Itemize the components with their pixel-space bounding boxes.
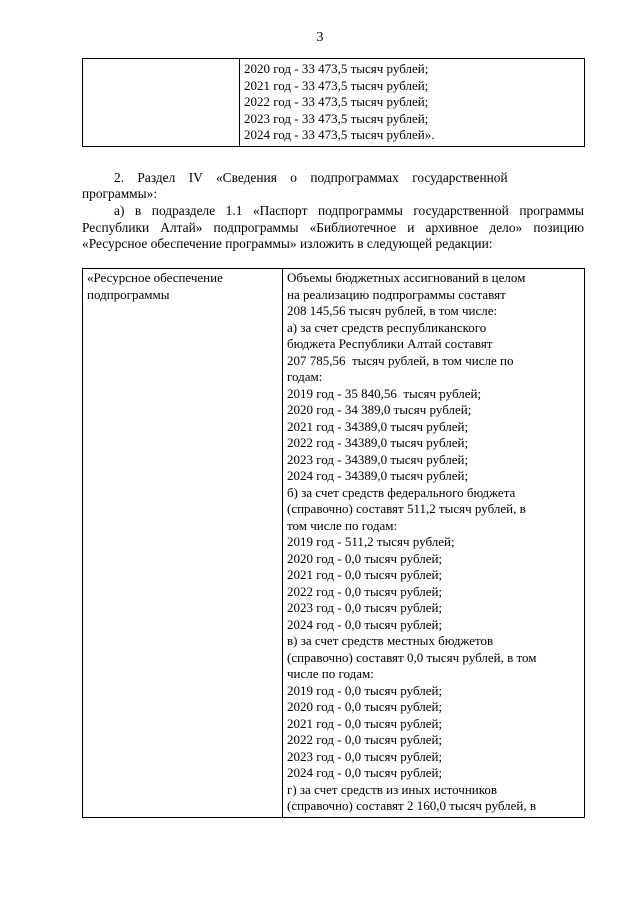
resource-content-line: 2023 год - 0,0 тысяч рублей; [287, 748, 443, 764]
resource-content-line: 2020 год - 0,0 тысяч рублей; [287, 699, 443, 714]
resource-content-line: 2022 год - 0,0 тысяч рублей; [287, 732, 443, 747]
section-2-heading: 2. Раздел IV «Сведения о подпрограммах государственной [114, 170, 508, 185]
resource-label-cell [83, 269, 283, 818]
resource-content-line: (справочно) составят 2 160,0 тысяч рублей, в [287, 798, 536, 813]
resource-content-line: числе по годам: [287, 666, 374, 681]
resource-content-line: 2019 год - 35 840,56 тысяч рублей; [287, 385, 482, 401]
resource-content-line: 2024 год - 0,0 тысяч рублей; [287, 765, 443, 780]
resource-content-line: том числе по годам: [287, 517, 398, 533]
table-cell-left [83, 59, 240, 147]
resource-content-cell [283, 269, 585, 818]
resource-content-line: 2020 год - 0,0 тысяч рублей; [287, 550, 443, 566]
resource-provision-table [82, 268, 585, 818]
resource-content-line: 2020 год - 34 389,0 тысяч рублей; [287, 402, 472, 417]
resource-content-line: 207 785,56 тысяч рублей, в том числе по [287, 352, 514, 368]
resource-content-line: 2021 год - 0,0 тысяч рублей; [287, 567, 443, 582]
resource-content-line: 2022 год - 34389,0 тысяч рублей; [287, 435, 469, 450]
resource-content-line: 2021 год - 34389,0 тысяч рублей; [287, 418, 469, 434]
resource-content-line: г) за счет средств из иных источников [287, 781, 498, 797]
resource-content-line: а) за счет средств республиканского [287, 319, 487, 335]
resource-content-line: бюджета Республики Алтай составят [287, 336, 493, 351]
table-cell-right [240, 59, 585, 147]
resource-content-line: 2019 год - 511,2 тысяч рублей; [287, 534, 455, 549]
resource-label-line: подпрограммы [87, 286, 170, 302]
resource-content-line: в) за счет средств местных бюджетов [287, 633, 494, 648]
funding-line: 2022 год - 33 473,5 тысяч рублей; [244, 94, 429, 110]
resource-content-line: 2023 год - 0,0 тысяч рублей; [287, 600, 443, 615]
resource-content-line: (справочно) составят 0,0 тысяч рублей, в том [287, 649, 537, 665]
section-2-heading-cont: программы»: [82, 186, 158, 201]
funding-line: 2024 год - 33 473,5 тысяч рублей». [244, 127, 435, 143]
funding-line: 2023 год - 33 473,5 тысяч рублей; [244, 110, 429, 126]
resource-content-line: 2019 год - 0,0 тысяч рублей; [287, 682, 443, 698]
resource-content-line: на реализацию подпрограммы составят [287, 286, 506, 302]
page-number: 3 [316, 30, 324, 45]
funding-line: 2020 год - 33 473,5 тысяч рублей; [244, 61, 429, 76]
resource-label-line: «Ресурсное обеспечение [87, 270, 223, 285]
resource-content-line: б) за счет средств федерального бюджета [287, 484, 516, 500]
resource-content-line: (справочно) составят 511,2 тысяч рублей, в [287, 501, 526, 516]
resource-content-line: Объемы бюджетных ассигнований в целом [287, 270, 526, 285]
resource-content-line: 2021 год - 0,0 тысяч рублей; [287, 715, 443, 731]
funding-continuation-table [82, 58, 585, 147]
resource-content-line: 2024 год - 0,0 тысяч рублей; [287, 616, 443, 632]
item-a-paragraph: а) в подразделе 1.1 «Паспорт подпрограммы государственной программы Республики Алтай» подпрограммы «Библиотечное и архивное дело» позицию «Ресурсное обеспечение программы» изложить в следующей редакции: [82, 203, 584, 252]
funding-line: 2021 год - 33 473,5 тысяч рублей; [244, 77, 429, 93]
resource-content-line: 2024 год - 34389,0 тысяч рублей; [287, 468, 469, 483]
resource-content-line: 208 145,56 тысяч рублей, в том числе: [287, 303, 498, 318]
resource-content-line: 2023 год - 34389,0 тысяч рублей; [287, 451, 469, 467]
resource-content-line: 2022 год - 0,0 тысяч рублей; [287, 583, 443, 599]
table-row [83, 269, 585, 818]
table-row [83, 59, 585, 147]
resource-content-line: годам: [287, 369, 323, 384]
